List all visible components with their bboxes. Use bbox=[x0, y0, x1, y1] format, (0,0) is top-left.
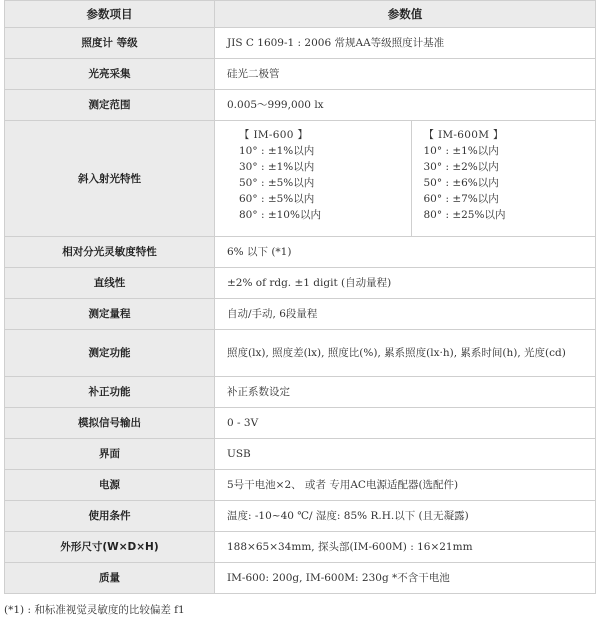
row-value: 0.005～999,000 lx bbox=[215, 90, 596, 121]
row-label: 外形尺寸(W×D×H) bbox=[5, 532, 215, 563]
row-value: 硅光二极管 bbox=[215, 59, 596, 90]
row-label: 模拟信号输出 bbox=[5, 408, 215, 439]
im600-title: 【 IM-600 】 bbox=[239, 129, 309, 141]
table-row bbox=[5, 532, 596, 563]
row-value: IM-600: 200g, IM-600M: 230g *不含干电池 bbox=[215, 563, 596, 594]
row-label: 界面 bbox=[5, 439, 215, 470]
row-value: ±2% of rdg. ±1 digit (自动量程) bbox=[215, 268, 596, 299]
row-label: 测定范围 bbox=[5, 90, 215, 121]
table-row bbox=[5, 299, 596, 330]
table-row bbox=[5, 237, 596, 268]
row-label: 照度计 等级 bbox=[5, 28, 215, 59]
table-row bbox=[5, 268, 596, 299]
angle-line: 80° : ±10%以内 bbox=[239, 209, 321, 221]
footnote: (*1) : 和标准视觉灵敏度的比较偏差 f1 bbox=[4, 604, 185, 616]
row-label: 测定量程 bbox=[5, 299, 215, 330]
row-label: 相对分光灵敏度特性 bbox=[5, 237, 215, 268]
table-row bbox=[5, 377, 596, 408]
im600m-title: 【 IM-600M 】 bbox=[423, 129, 504, 141]
row-label: 直线性 bbox=[5, 268, 215, 299]
angle-line: 80° : ±25%以内 bbox=[423, 209, 506, 221]
table-row bbox=[5, 59, 596, 90]
table-row bbox=[5, 470, 596, 501]
table-row bbox=[5, 90, 596, 121]
angle-line: 50° : ±6%以内 bbox=[423, 177, 499, 189]
im600m-column bbox=[411, 121, 596, 236]
angle-line: 30° : ±2%以内 bbox=[423, 161, 499, 173]
angle-line: 60° : ±5%以内 bbox=[239, 193, 315, 205]
row-value: JIS C 1609-1 : 2006 常规AA等级照度计基准 bbox=[215, 28, 596, 59]
im600-column bbox=[227, 121, 411, 236]
table-row bbox=[5, 439, 596, 470]
row-value: 188×65×34mm, 探头部(IM-600M) : 16×21mm bbox=[215, 532, 596, 563]
table-row bbox=[5, 501, 596, 532]
row-value: 5号干电池×2、 或者 专用AC电源适配器(选配件) bbox=[215, 470, 596, 501]
row-value: 0 - 3V bbox=[215, 408, 596, 439]
table-row bbox=[5, 121, 596, 237]
row-label: 电源 bbox=[5, 470, 215, 501]
row-value: USB bbox=[215, 439, 596, 470]
angle-line: 60° : ±7%以内 bbox=[423, 193, 499, 205]
row-label: 斜入射光特性 bbox=[5, 121, 215, 237]
table-row bbox=[5, 408, 596, 439]
table-row bbox=[5, 330, 596, 377]
angle-line: 50° : ±5%以内 bbox=[239, 177, 315, 189]
param-header: 参数项目 bbox=[5, 1, 215, 28]
value-header: 参数值 bbox=[215, 1, 596, 28]
row-value: 自动/手动, 6段量程 bbox=[215, 299, 596, 330]
table-row bbox=[5, 28, 596, 59]
oblique-values bbox=[215, 121, 596, 237]
row-label: 测定功能 bbox=[5, 330, 215, 377]
row-label: 补正功能 bbox=[5, 377, 215, 408]
row-label: 质量 bbox=[5, 563, 215, 594]
row-value: 照度(lx), 照度差(lx), 照度比(%), 累系照度(lx·h), 累系时间(h), 光度(cd) bbox=[215, 330, 596, 377]
table-row bbox=[5, 563, 596, 594]
row-value: 6% 以下 (*1) bbox=[215, 237, 596, 268]
table-header-row bbox=[5, 1, 596, 28]
angle-line: 10° : ±1%以内 bbox=[423, 145, 499, 157]
angle-line: 10° : ±1%以内 bbox=[239, 145, 315, 157]
row-value: 温度: -10~40 ℃/ 湿度: 85% R.H.以下 (且无凝露) bbox=[215, 501, 596, 532]
row-label: 光亮采集 bbox=[5, 59, 215, 90]
row-label: 使用条件 bbox=[5, 501, 215, 532]
row-value: 补正系数设定 bbox=[215, 377, 596, 408]
spec-table bbox=[4, 0, 596, 594]
angle-line: 30° : ±1%以内 bbox=[239, 161, 315, 173]
